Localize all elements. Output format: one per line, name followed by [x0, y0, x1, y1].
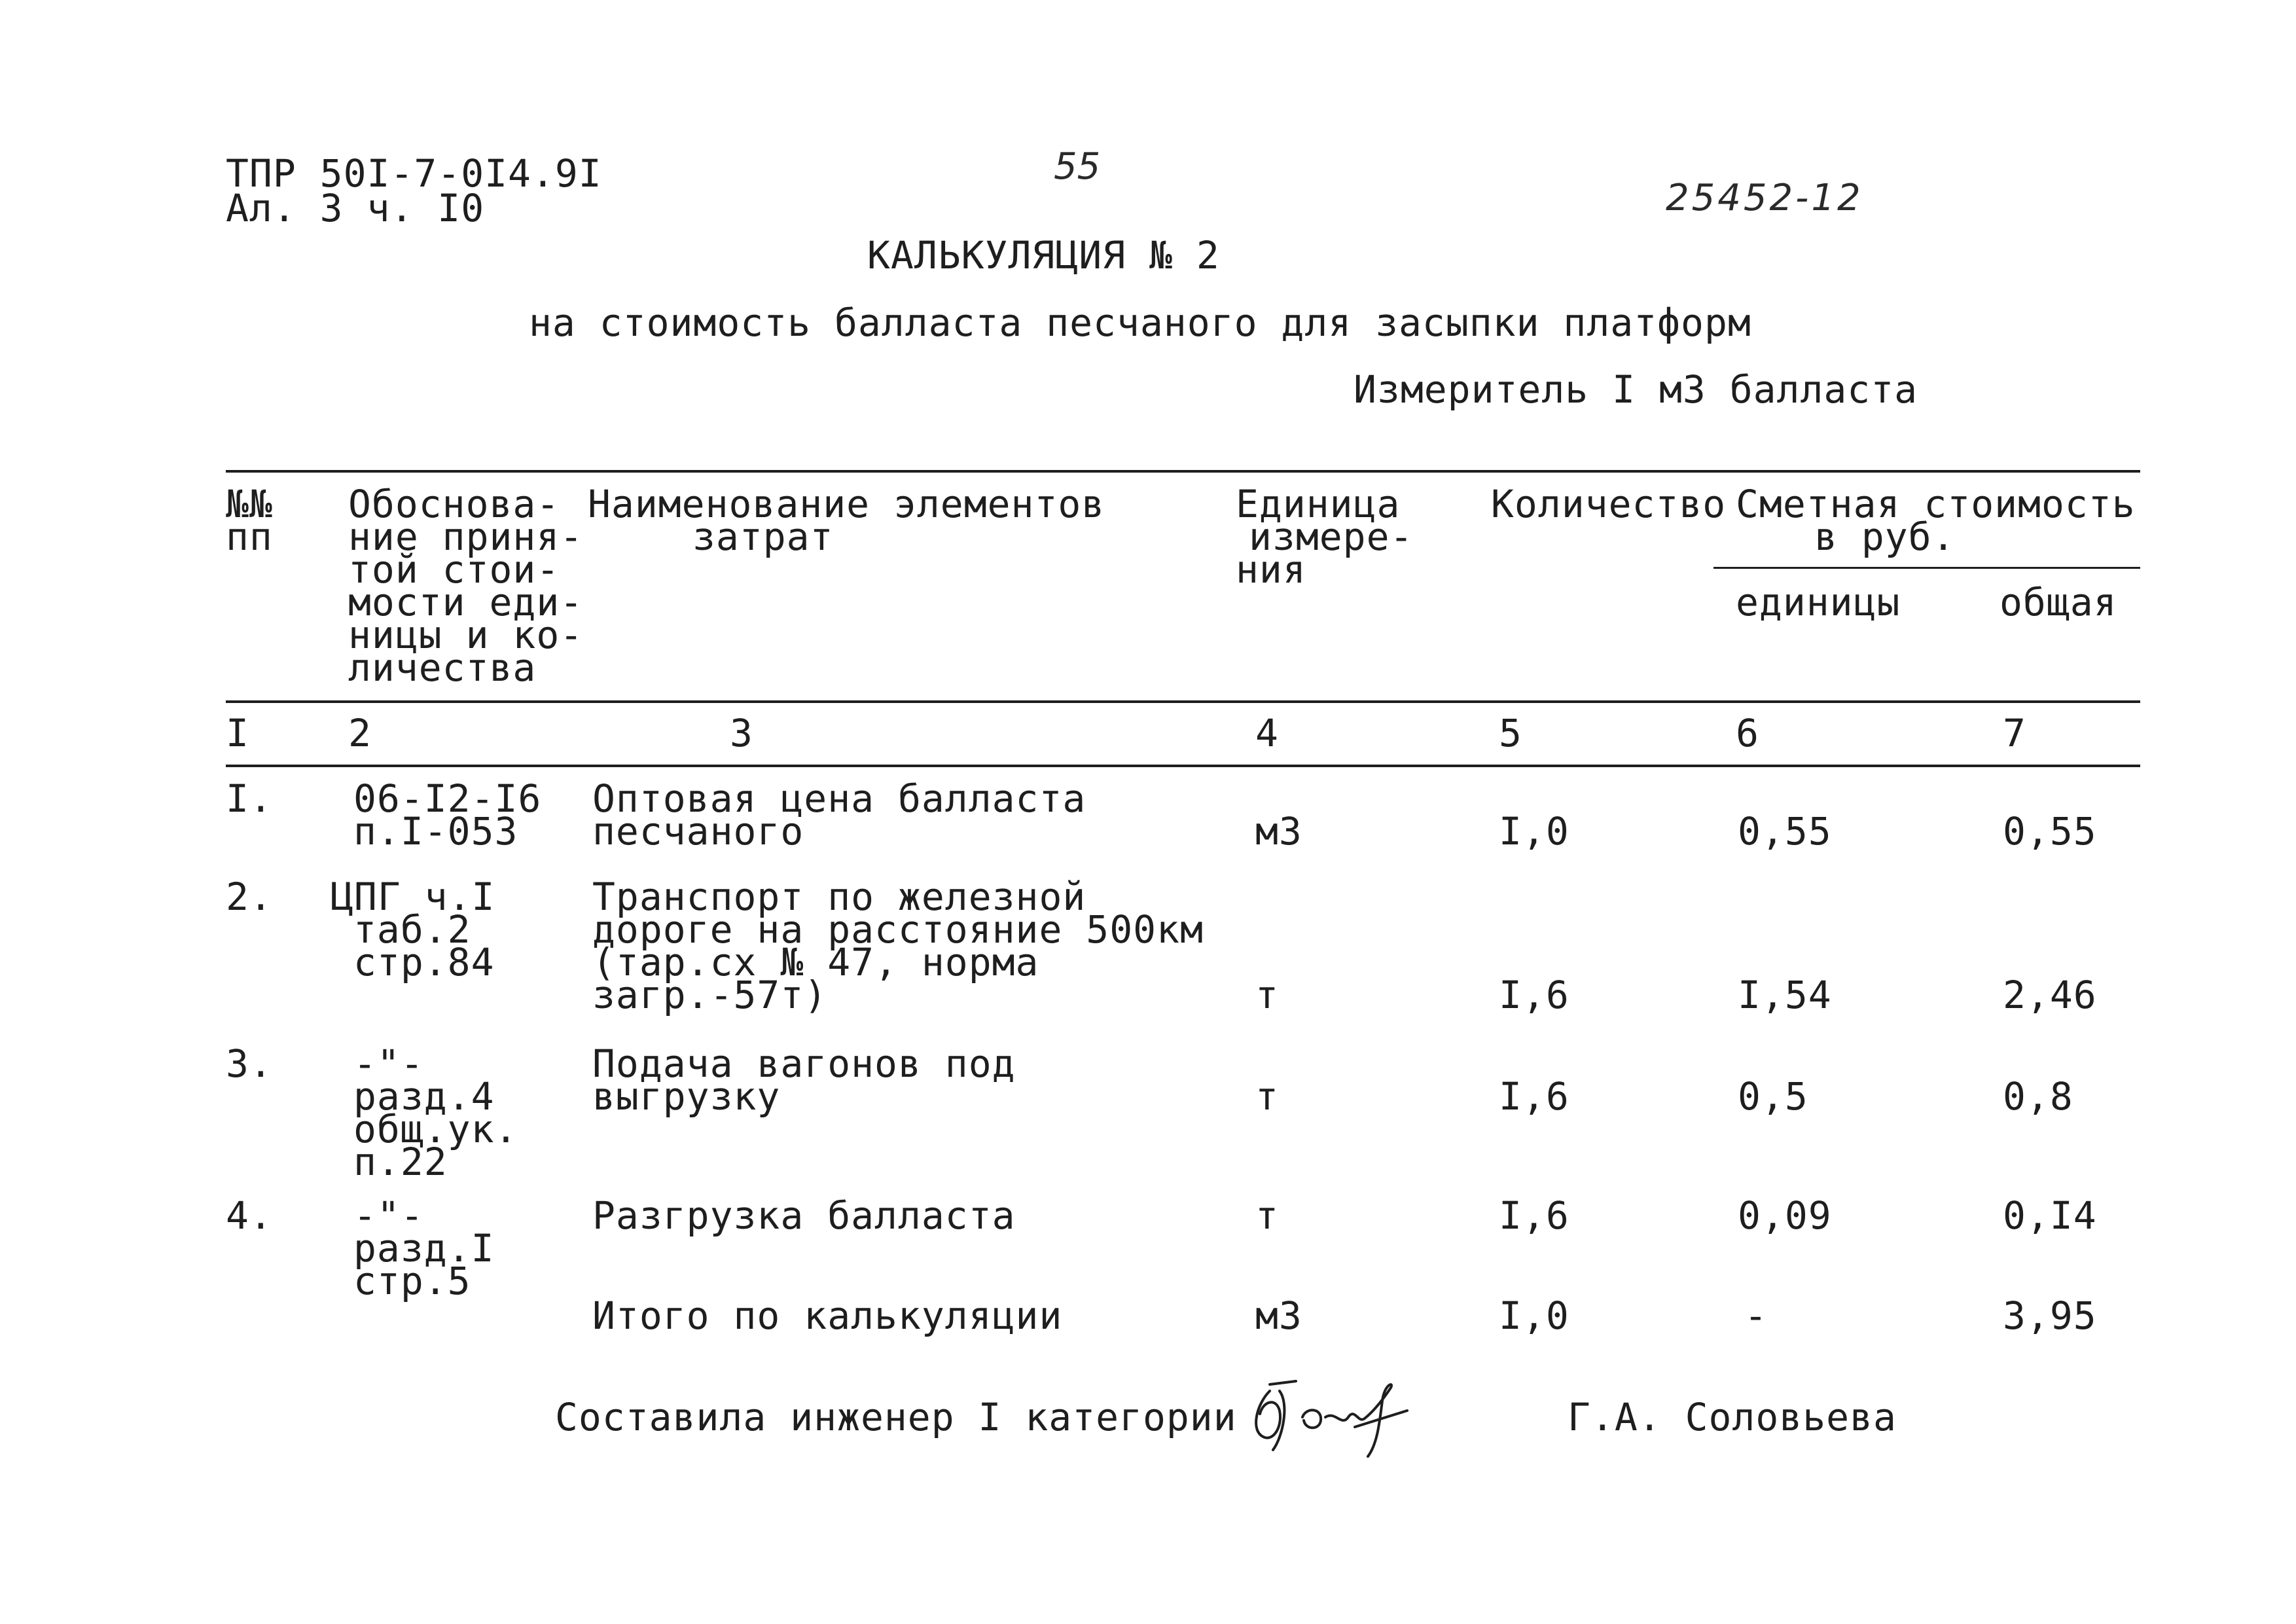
handwritten-signature: [1244, 1365, 1440, 1463]
row-cost-element: Оптовая цена балласта песчаного: [592, 776, 1086, 854]
column-number: 5: [1499, 711, 1522, 755]
compiled-by: Составила инженер I категории: [555, 1395, 1237, 1439]
row-quantity: I,0: [1499, 809, 1570, 854]
signer-name: Г.А. Соловьева: [1568, 1395, 1897, 1439]
column-number: 7: [2003, 711, 2026, 755]
row-number: I.: [226, 776, 273, 821]
row-cost-element: Разгрузка балласта: [592, 1193, 1016, 1238]
row-number: 4.: [226, 1193, 273, 1238]
row-unit-cost: 0,09: [1738, 1193, 1832, 1238]
page-number: 55: [1054, 145, 1101, 188]
header-number: №№ пп: [226, 482, 273, 559]
cost-group-rule: [1713, 567, 2140, 569]
header-basis: Обоснова- ние приня- той стои- мости еди- ницы и ко- личества: [348, 482, 584, 690]
row-total-cost: 0,8: [2003, 1074, 2073, 1119]
row-quantity: I,6: [1499, 1074, 1570, 1119]
header-quantity: Количество: [1491, 482, 1727, 526]
row-cost-element: Подача вагонов под выгрузку: [592, 1041, 1016, 1119]
document-title: КАЛЬКУЛЯЦИЯ № 2: [867, 233, 1220, 278]
column-number: 3: [730, 711, 753, 755]
document-subtitle: на стоимость балласта песчаного для засыпки платформ: [529, 300, 1751, 345]
row-quantity: I,6: [1499, 1193, 1570, 1238]
document-part: Ал. 3 ч. I0: [226, 186, 485, 230]
header-bottom-rule: [226, 700, 2140, 703]
row-unit: т: [1255, 1074, 1279, 1119]
header-unit-cost: единицы: [1736, 580, 1901, 624]
row-basis: ЦПГ ч.I таб.2 стр.84: [331, 875, 495, 984]
row-basis: -"- разд.4 общ.ук. п.22: [353, 1041, 518, 1184]
column-numbers-rule: [226, 765, 2140, 767]
total-quantity: I,0: [1499, 1293, 1570, 1338]
measure-unit-note: Измеритель I м3 балласта: [1354, 367, 1918, 412]
header-cost-element: Наименование элементов затрат: [588, 482, 1105, 559]
row-number: 3.: [226, 1041, 273, 1086]
column-number: 6: [1736, 711, 1759, 755]
row-unit: т: [1255, 1193, 1279, 1238]
total-unit-cost: -: [1744, 1293, 1768, 1338]
document-code: ТПР 50I-7-0I4.9I: [226, 151, 602, 196]
row-quantity: I,6: [1499, 973, 1570, 1017]
row-total-cost: 0,55: [2003, 809, 2097, 854]
header-total-cost: общая: [2000, 580, 2117, 624]
row-total-cost: 2,46: [2003, 973, 2097, 1017]
row-number: 2.: [226, 875, 273, 919]
row-cost-element: Транспорт по железной дороге на расстояние 500км (тар.сх № 47, норма загр.-57т): [592, 875, 1204, 1017]
inventory-number: 25452-12: [1666, 177, 1863, 219]
row-unit-cost: 0,5: [1738, 1074, 1808, 1119]
column-number: I: [226, 711, 249, 755]
row-unit: т: [1255, 973, 1279, 1017]
row-basis: -"- разд.I стр.5: [353, 1193, 495, 1303]
table-top-rule: [226, 470, 2140, 473]
column-number: 4: [1255, 711, 1279, 755]
row-unit-cost: 0,55: [1738, 809, 1832, 854]
row-unit-cost: I,54: [1738, 973, 1832, 1017]
row-unit: м3: [1255, 809, 1302, 854]
row-total-cost: 0,I4: [2003, 1193, 2097, 1238]
row-basis: 06-I2-I6 п.I-053: [353, 776, 542, 854]
total-unit: м3: [1255, 1293, 1302, 1338]
header-estimated-cost: Сметная стоимость в руб.: [1736, 482, 2136, 559]
total-label: Итого по калькуляции: [592, 1293, 1063, 1338]
header-unit: Единица измере- ния: [1236, 482, 1414, 592]
total-cost: 3,95: [2003, 1293, 2097, 1338]
column-number: 2: [348, 711, 372, 755]
